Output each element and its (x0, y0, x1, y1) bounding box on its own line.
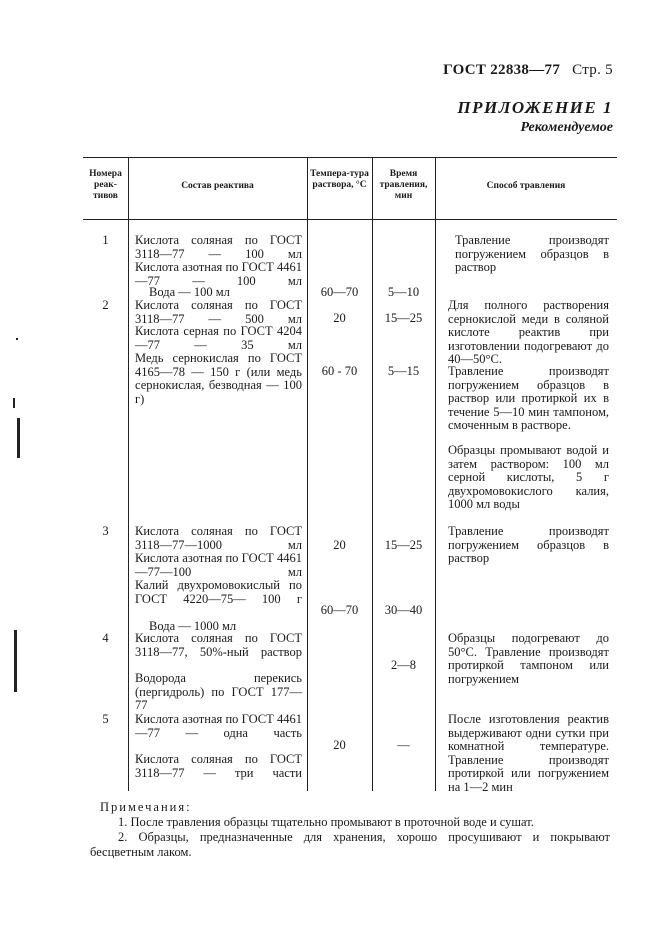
composition-line: Кислота соляная по ГОСТ 3118—77—1000 мл (135, 524, 302, 552)
time-value: 2—8 (391, 658, 416, 672)
composition-line: Кислота азотная по ГОСТ 4461—77 — 100 мл (135, 260, 302, 288)
temperature-value: 60 - 70 (321, 364, 358, 378)
header-composition: Состав реактива (181, 181, 254, 191)
time-value: 5—10 (387, 285, 420, 299)
appendix-subtitle: Рекомендуемое (520, 120, 613, 135)
composition-line: Вода — 1000 мл (149, 619, 237, 633)
etching-method-text: После изготовления реактив выдерживают одни сутки при комнатной температуре. Травление производят протиркой или погружением на 1—2 мин (448, 712, 609, 794)
notes-title: Примечания: (100, 800, 192, 814)
scan-mark (16, 338, 18, 340)
composition-line: Медь сернокислая по ГОСТ 4165—78 — 150 г (или медь сернокислая, безводная — 100 г) (135, 351, 302, 406)
etching-method-text: Образцы подогревают до 50°С. Травление производят протиркой тампоном или погружением (448, 631, 609, 686)
composition-line: Вода — 100 мл (149, 285, 230, 299)
etching-method-text: Травление производят погружением образцов в раствор (448, 524, 609, 565)
gost-number: ГОСТ 22838—77 (443, 62, 561, 78)
col-divider (435, 157, 436, 791)
header-reagent-number: Номера реак-тивов (89, 169, 122, 201)
etching-method-text: Травление производят погружением образцов в раствор (455, 233, 609, 274)
composition-line: Кислота соляная по ГОСТ 3118—77 — три части (135, 752, 302, 780)
col-divider (372, 157, 373, 791)
time-value: — (397, 738, 410, 752)
composition-line: Водорода перекись (пергидроль) по ГОСТ 177—77 (135, 671, 302, 712)
header-etching-method: Способ травления (486, 181, 566, 191)
reagent-number: 4 (102, 631, 109, 645)
reagent-number: 3 (102, 524, 109, 538)
document-header (443, 62, 613, 79)
notes-section (90, 800, 610, 860)
appendix-title: ПРИЛОЖЕНИЕ 1 (457, 98, 613, 117)
scan-mark (14, 630, 17, 692)
composition-line: Кислота азотная по ГОСТ 4461—77 — одна часть (135, 712, 302, 740)
composition-line: Кислота азотная по ГОСТ 4461—77—100 мл (135, 551, 302, 579)
page-number: Стр. 5 (572, 62, 613, 78)
etching-method-text: Образцы промывают водой и затем раствором: 100 мл серной кислоты, 5 г двухромовокислого калия, 1000 мл воды (448, 443, 609, 511)
composition-line: Кислота соляная по ГОСТ 3118—77 — 500 мл (135, 298, 302, 326)
time-value: 15—25 (384, 538, 423, 552)
etching-method-text: Для полного растворения сернокислой меди в соляной кислоте реактив при изготовлении подогревают до 40—50°С. (448, 298, 609, 366)
col-divider (307, 157, 308, 791)
header-temperature: Темпера-тура раствора, °С (310, 169, 369, 190)
note-item: 1. После травления образцы тщательно промывают в проточной воде и сушат. (118, 815, 534, 829)
reagent-number: 5 (102, 712, 109, 726)
temperature-value: 20 (333, 311, 346, 325)
reagent-number: 1 (102, 233, 109, 247)
etching-method-text: Травление производят погружением образцов в раствор или протиркой их в течение 5—10 мин тампоном, смоченным в растворе. (448, 364, 609, 432)
reagents-table (83, 157, 617, 794)
time-value: 30—40 (384, 603, 423, 617)
time-value: 5—15 (387, 364, 420, 378)
scan-mark (13, 398, 15, 408)
composition-line: Кислота серная по ГОСТ 4204—77 — 35 мл (135, 324, 302, 352)
temperature-value: 60—70 (320, 285, 359, 299)
composition-line: Кислота соляная по ГОСТ 3118—77, 50%-ный раствор (135, 631, 302, 659)
note-item: 2. Образцы, предназначенные для хранения, хорошо просушивают и покрывают бесцветным лаком. (90, 830, 610, 859)
reagent-number: 2 (102, 298, 109, 312)
time-value: 15—25 (384, 311, 423, 325)
composition-line: Калий двухромовокислый по ГОСТ 4220—75— 100 г (135, 578, 302, 606)
col-divider (128, 157, 129, 791)
composition-line: Кислота соляная по ГОСТ 3118—77 — 100 мл (135, 233, 302, 261)
header-etching-time: Время травления, мин (379, 169, 428, 201)
scan-mark (17, 418, 20, 458)
temperature-value: 60—70 (320, 603, 359, 617)
table-top-rule (83, 157, 617, 158)
temperature-value: 20 (333, 538, 346, 552)
temperature-value: 20 (333, 738, 346, 752)
table-header-rule (83, 219, 617, 220)
